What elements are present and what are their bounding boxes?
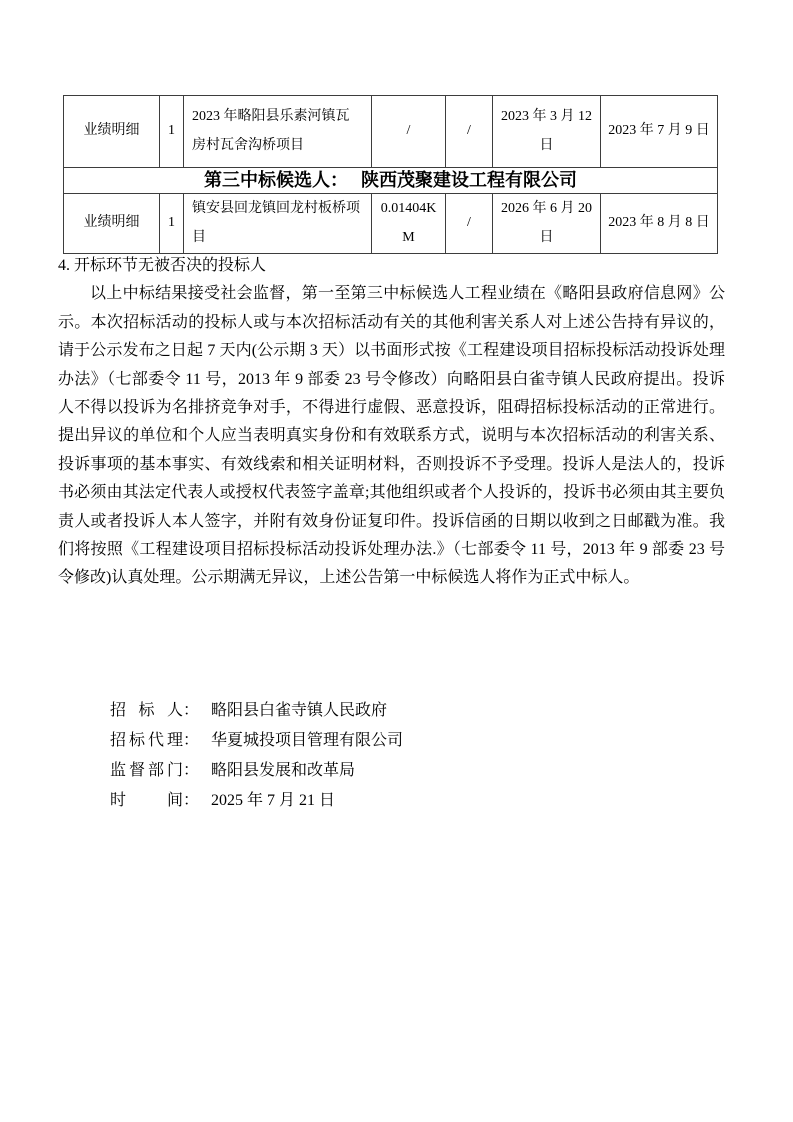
third-candidate-header-row	[64, 168, 718, 194]
cell-amount: /	[446, 194, 493, 254]
cell-finish-date: 2023 年 7 月 9 日	[601, 96, 718, 168]
supervisor-value: 略阳县发展和改革局	[211, 762, 356, 779]
cell-finish-date: 2023 年 8 月 8 日	[601, 194, 718, 254]
signoff-row-agent	[110, 726, 403, 756]
tenderer-label: 招标人	[110, 702, 183, 719]
cell-project-name: 2023 年略阳县乐素河镇瓦房村瓦舍沟桥项目	[184, 96, 372, 168]
cell-seq: 1	[160, 194, 184, 254]
supervision-paragraph: 以上中标结果接受社会监督，第一至第三中标候选人工程业绩在《略阳县政府信息网》公示。本次招标活动的投标人或与本次招标活动有关的其他利害关系人对上述公告持有异议的，请于公示发布之日起 7 天内(公示期 3 天）以书面形式按《工程建设项目招标投标活动投诉处理办法》（七部委令 11 号，2013 年 9 部委 23 号令修改）向略阳县白雀寺镇人民政府提出。投诉人不得以投诉为名排挤竞争对手，不得进行虚假、恶意投诉，阻碍招标投标活动的正常进行。提出异议的单位和个人应当表明真实身份和有效联系方式，说明与本次招标活动的利害关系、投诉事项的基本事实、有效线索和相关证明材料，否则投诉不予受理。投诉人是法人的，投诉书必须由其法定代表人或授权代表签字盖章;其他组织或者个人投诉的，投诉书必须由其主要负责人或者投诉人本人签字，并附有效身份证复印件。投诉信函的日期以收到之日邮戳为准。我们将按照《工程建设项目招标投标活动投诉处理办法.》（七部委令 11 号，2013 年 9 部委 23 号令修改)认真处理。公示期满无异议，上述公告第一中标候选人将作为正式中标人。	[58, 285, 725, 587]
cell-seq: 1	[160, 96, 184, 168]
date-value: 2025 年 7 月 21 日	[211, 792, 336, 809]
agent-value: 华夏城投项目管理有限公司	[211, 732, 404, 749]
signoff-row-tenderer	[110, 696, 403, 726]
date-colon: ：	[183, 792, 200, 809]
third-candidate-header-cell	[64, 168, 718, 194]
cell-scale: 0.01404KM	[372, 194, 446, 254]
signoff-row-supervisor	[110, 756, 403, 786]
table-row	[64, 194, 718, 254]
section4-heading: 4. 开标环节无被否决的投标人	[58, 257, 267, 274]
cell-project-name: 镇安县回龙镇回龙村板桥项目	[184, 194, 372, 254]
table-row	[64, 96, 718, 168]
supervisor-colon: ：	[183, 762, 200, 779]
cell-start-date: 2023 年 3 月 12 日	[493, 96, 601, 168]
cell-category: 业绩明细	[64, 96, 160, 168]
date-label: 时间	[110, 792, 183, 809]
cell-scale: /	[372, 96, 446, 168]
cell-amount: /	[446, 96, 493, 168]
tenderer-colon: ：	[183, 702, 200, 719]
supervisor-label: 监督部门	[110, 762, 183, 779]
performance-table	[63, 95, 718, 254]
signoff-block	[110, 696, 403, 816]
agent-label: 招标代理	[110, 732, 183, 749]
cell-category: 业绩明细	[64, 194, 160, 254]
signoff-row-date	[110, 786, 403, 816]
agent-colon: ：	[183, 732, 200, 749]
third-candidate-company: 陕西茂聚建设工程有限公司	[361, 170, 577, 191]
body-text-block	[58, 252, 725, 593]
cell-start-date: 2026 年 6 月 20 日	[493, 194, 601, 254]
tenderer-value: 略阳县白雀寺镇人民政府	[211, 702, 388, 719]
third-candidate-label: 第三中标候选人：	[204, 170, 348, 191]
